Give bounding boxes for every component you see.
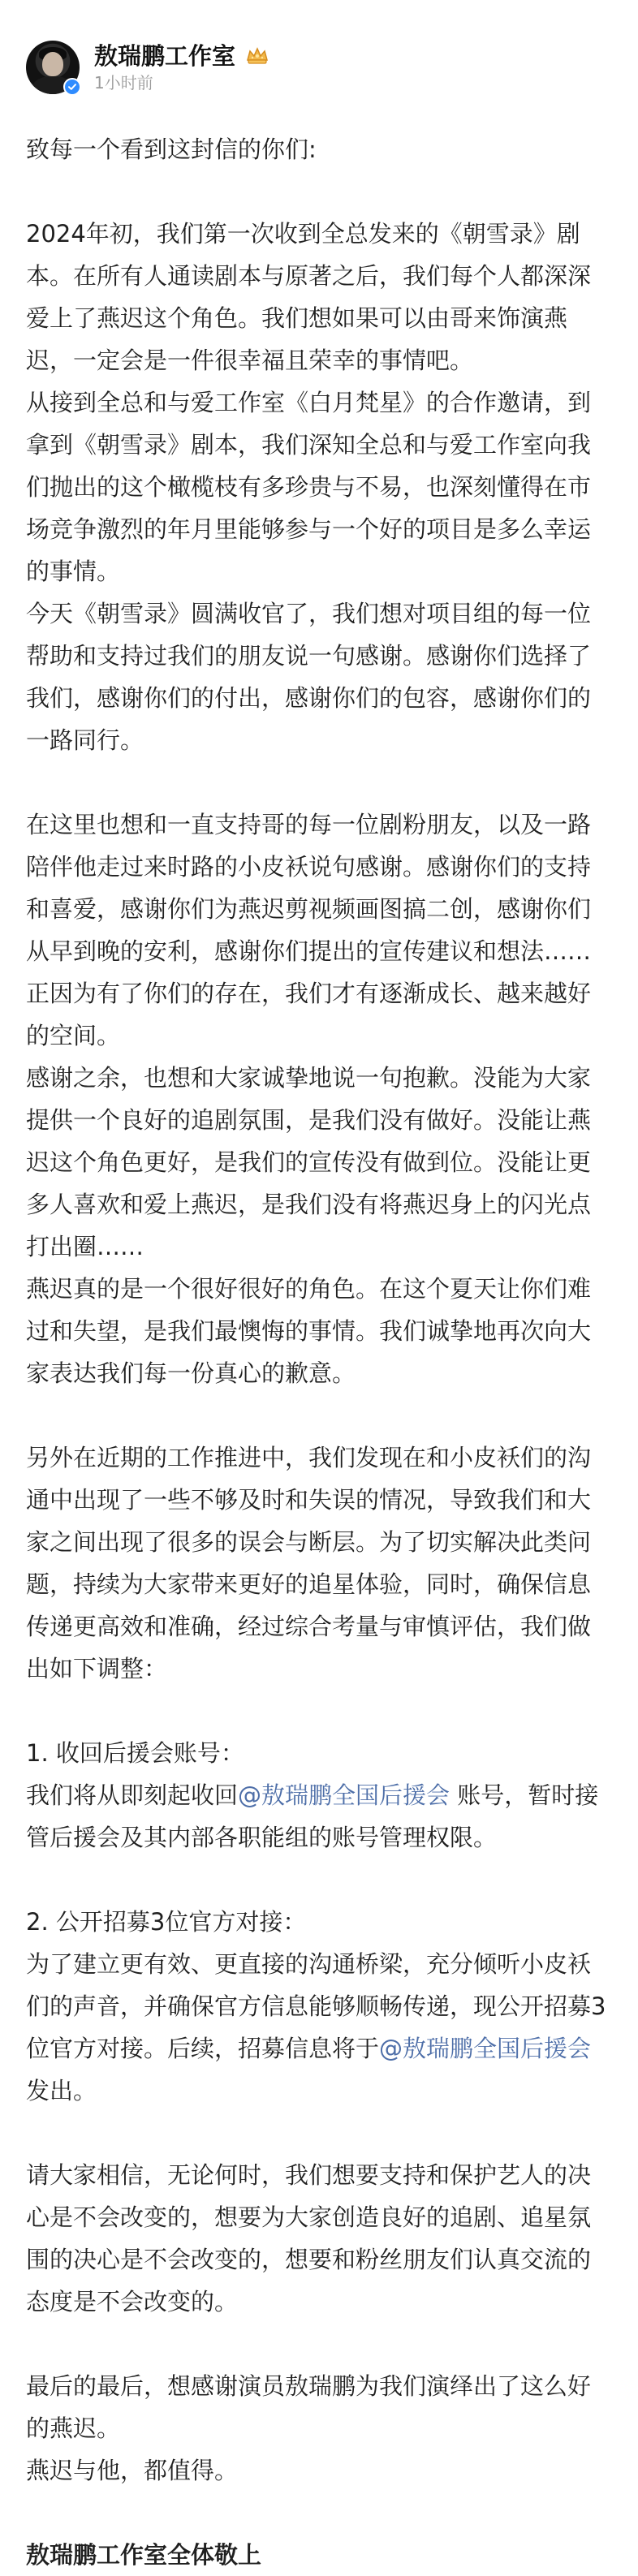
account-name-row — [94, 41, 271, 71]
adjustment-item-2-title: 2. 公开招募3位官方对接： — [26, 1908, 307, 1936]
post-paragraph-5: 感谢之余，也想和大家诚挚地说一句抱歉。没能为大家提供一个良好的追剧氛围，是我们没有做好。没能让燕迟这个角色更好，是我们的宣传没有做到位。没能让更多人喜欢和爱上燕迟，是我们没有将燕迟身上的闪光点打出圈…… — [26, 1064, 592, 1260]
crown-badge-svg — [244, 45, 271, 67]
adjustment-item-2-before: 为了建立更有效、更直接的沟通桥梁，充分倾听小皮袄们的声音，并确保官方信息能够顺畅传递，现公开招募3位官方对接。后续，招募信息将于 — [26, 1950, 606, 2062]
avatar-container[interactable] — [26, 41, 80, 94]
paragraph-spacer — [26, 1859, 612, 1901]
post-timestamp: 1小时前 — [94, 73, 153, 93]
paragraph-spacer — [26, 761, 612, 803]
account-name[interactable]: 敖瑞鹏工作室 — [94, 42, 236, 70]
adjustment-item-1-before: 我们将从即刻起收回 — [26, 1781, 239, 1809]
post-paragraph-4: 在这里也想和一直支持哥的每一位剧粉朋友，以及一路陪伴他走过来时路的小皮袄说句感谢。感谢你们的支持和喜爱，感谢你们为燕迟剪视频画图搞二创，感谢你们从早到晚的安利，感谢你们提出的宣传建议和想法……正因为有了你们的存在，我们才有逐渐成长、越来越好的空间。 — [26, 811, 592, 1049]
adjustment-item-1-text — [26, 1774, 612, 1859]
post-paragraph-2: 从接到全总和与爱工作室《白月梵星》的合作邀请，到拿到《朝雪录》剧本，我们深知全总和与爱工作室向我们抛出的这个橄榄枝有多珍贵与不易，也深刻懂得在市场竞争激烈的年月里能够参与一个好的项目是多么幸运的事情。 — [26, 389, 592, 585]
crown-badge-icon[interactable] — [244, 45, 271, 67]
fan-club-mention-link[interactable]: @敖瑞鹏全国后援会 — [238, 1781, 450, 1809]
paragraph-spacer — [26, 2323, 612, 2365]
fan-club-mention-link-2[interactable]: @敖瑞鹏全国后援会 — [379, 2035, 592, 2062]
post-signature: 敖瑞鹏工作室全体敬上 — [26, 2541, 262, 2569]
post-paragraph-6: 燕迟真的是一个很好很好的角色。在这个夏天让你们难过和失望，是我们最懊悔的事情。我们诚挚地再次向大家表达我们每一份真心的歉意。 — [26, 1275, 592, 1387]
verified-check-svg — [67, 82, 77, 92]
avatar-face-shape — [42, 52, 63, 76]
paragraph-spacer — [26, 1690, 612, 1732]
account-meta — [94, 41, 271, 93]
adjustment-item-2-after: 发出。 — [26, 2077, 97, 2104]
post-header — [26, 39, 612, 96]
post-paragraph-1: 2024年初，我们第一次收到全总发来的《朝雪录》剧本。在所有人通读剧本与原著之后，我们每个人都深深爱上了燕迟这个角色。我们想如果可以由哥来饰演燕迟，一定会是一件很幸福且荣幸的事情吧。 — [26, 220, 592, 374]
adjustment-item-1-title: 1. 收回后援会账号： — [26, 1739, 244, 1767]
post-paragraph-10: 燕迟与他，都值得。 — [26, 2457, 239, 2484]
adjustment-item-2-text — [26, 1943, 612, 2112]
paragraph-spacer — [26, 1394, 612, 1437]
verified-check-icon — [63, 78, 81, 96]
post-paragraph-8: 请大家相信，无论何时，我们想要支持和保护艺人的决心是不会改变的，想要为大家创造良好的追剧、追星氛围的决心是不会改变的，想要和粉丝朋友们认真交流的态度是不会改变的。 — [26, 2161, 592, 2315]
post-paragraph-3: 今天《朝雪录》圆满收官了，我们想对项目组的每一位帮助和支持过我们的朋友说一句感谢。感谢你们选择了我们，感谢你们的付出，感谢你们的包容，感谢你们的一路同行。 — [26, 600, 592, 754]
post-paragraph-7: 另外在近期的工作推进中，我们发现在和小皮袄们的沟通中出现了一些不够及时和失误的情况，导致我们和大家之间出现了很多的误会与断层。为了切实解决此类问题，持续为大家带来更好的追星体验，同时，确保信息传递更高效和准确，经过综合考量与审慎评估，我们做出如下调整： — [26, 1444, 592, 1682]
paragraph-spacer — [26, 2112, 612, 2154]
post-content — [26, 128, 612, 2576]
adjustment-item-1-after: 账号，暂时接管后援会及其内部各职能组的账号管理权限。 — [26, 1781, 599, 1851]
post-paragraph-9: 最后的最后，想感谢演员敖瑞鹏为我们演绎出了这么好的燕迟。 — [26, 2372, 592, 2442]
post-greeting: 致每一个看到这封信的你们: — [26, 136, 317, 163]
